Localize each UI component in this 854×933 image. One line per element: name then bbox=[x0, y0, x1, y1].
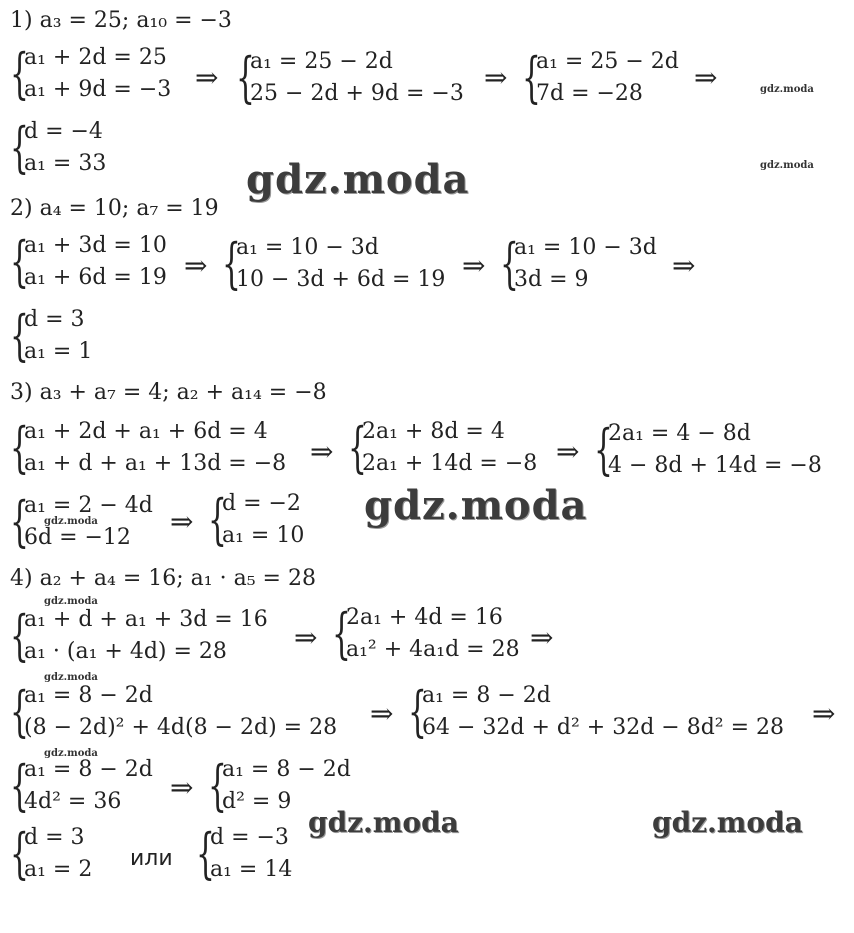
watermark: gdz.moda bbox=[44, 672, 98, 683]
eq: a₁ = 14 bbox=[210, 857, 293, 882]
brace: { bbox=[10, 116, 29, 179]
eq: a₁ = 1 bbox=[24, 339, 93, 364]
eq: a₁ + 6d = 19 bbox=[24, 265, 167, 290]
eq: a₁ + d + a₁ + 13d = −8 bbox=[24, 451, 287, 476]
brace: { bbox=[236, 46, 255, 109]
eq: d² = 9 bbox=[222, 789, 292, 814]
system-1b bbox=[236, 46, 464, 109]
brace: { bbox=[10, 680, 29, 743]
eq: 7d = −28 bbox=[536, 81, 643, 106]
eq: 2a₁ = 4 − 8d bbox=[608, 421, 751, 446]
eq: a₁ = 10 − 3d bbox=[236, 235, 379, 260]
implies-arrow: ⇒ bbox=[812, 697, 836, 730]
brace: { bbox=[10, 304, 29, 367]
system-1a bbox=[10, 42, 172, 105]
eq: d = −3 bbox=[210, 825, 289, 850]
eq: 2a₁ + 14d = −8 bbox=[362, 451, 538, 476]
implies-arrow: ⇒ bbox=[195, 61, 219, 94]
system-4g bbox=[10, 822, 93, 885]
brace: { bbox=[208, 754, 227, 817]
implies-arrow: ⇒ bbox=[310, 435, 334, 468]
eq: d = 3 bbox=[24, 825, 85, 850]
watermark: gdz.moda bbox=[44, 748, 98, 759]
system-4e bbox=[10, 754, 153, 817]
brace: { bbox=[10, 754, 29, 817]
system-3b bbox=[348, 416, 538, 479]
system-3e bbox=[208, 488, 305, 551]
eq: 2a₁ + 8d = 4 bbox=[362, 419, 505, 444]
eq: a₁ + 9d = −3 bbox=[24, 77, 172, 102]
system-4b bbox=[332, 602, 520, 665]
watermark: gdz.moda bbox=[44, 596, 98, 607]
eq: a₁ = 8 − 2d bbox=[24, 757, 153, 782]
eq: a₁ = 8 − 2d bbox=[422, 683, 551, 708]
system-4h bbox=[196, 822, 293, 885]
eq: a₁ = 10 − 3d bbox=[514, 235, 657, 260]
system-1c bbox=[522, 46, 679, 109]
watermark: gdz.moda bbox=[760, 160, 814, 171]
problem-2-header: 2) a₄ = 10; a₇ = 19 bbox=[10, 196, 219, 221]
eq: 4 − 8d + 14d = −8 bbox=[608, 453, 822, 478]
eq: a₁ = 8 − 2d bbox=[24, 683, 153, 708]
eq: 10 − 3d + 6d = 19 bbox=[236, 267, 446, 292]
brace: { bbox=[408, 680, 427, 743]
eq: 6d = −12 bbox=[24, 525, 131, 550]
system-1d bbox=[10, 116, 107, 179]
eq: 4d² = 36 bbox=[24, 789, 122, 814]
brace: { bbox=[10, 490, 29, 553]
brace: { bbox=[348, 416, 367, 479]
eq: a₁ = 25 − 2d bbox=[250, 49, 393, 74]
eq: a₁ · (a₁ + 4d) = 28 bbox=[24, 639, 227, 664]
eq: a₁ = 8 − 2d bbox=[222, 757, 351, 782]
eq: a₁ = 10 bbox=[222, 523, 305, 548]
implies-arrow: ⇒ bbox=[462, 249, 486, 282]
brace: { bbox=[208, 488, 227, 551]
implies-arrow: ⇒ bbox=[370, 697, 394, 730]
watermark: gdz.moda bbox=[760, 84, 814, 95]
implies-arrow: ⇒ bbox=[170, 505, 194, 538]
eq: d = 3 bbox=[24, 307, 85, 332]
implies-arrow: ⇒ bbox=[184, 249, 208, 282]
brace: { bbox=[222, 232, 241, 295]
system-2c bbox=[500, 232, 657, 295]
eq: 25 − 2d + 9d = −3 bbox=[250, 81, 464, 106]
system-3a bbox=[10, 416, 287, 479]
eq: a₁² + 4a₁d = 28 bbox=[346, 637, 520, 662]
implies-arrow: ⇒ bbox=[294, 621, 318, 654]
eq: (8 − 2d)² + 4d(8 − 2d) = 28 bbox=[24, 715, 338, 740]
eq: a₁ + 3d = 10 bbox=[24, 233, 167, 258]
brace: { bbox=[196, 822, 215, 885]
eq: a₁ = 2 bbox=[24, 857, 93, 882]
watermark: gdz.moda bbox=[308, 806, 459, 839]
eq: 2a₁ + 4d = 16 bbox=[346, 605, 503, 630]
problem-1-header: 1) a₃ = 25; a₁₀ = −3 bbox=[10, 8, 232, 33]
eq: a₁ + 2d = 25 bbox=[24, 45, 167, 70]
system-2a bbox=[10, 230, 167, 293]
watermark: gdz.moda bbox=[364, 482, 588, 529]
eq: a₁ + 2d + a₁ + 6d = 4 bbox=[24, 419, 268, 444]
eq: 3d = 9 bbox=[514, 267, 589, 292]
problem-4-header: 4) a₂ + a₄ = 16; a₁ · a₅ = 28 bbox=[10, 566, 316, 591]
implies-arrow: ⇒ bbox=[694, 61, 718, 94]
system-2b bbox=[222, 232, 446, 295]
system-2d bbox=[10, 304, 93, 367]
eq: d = −2 bbox=[222, 491, 301, 516]
implies-arrow: ⇒ bbox=[170, 771, 194, 804]
eq: a₁ = 33 bbox=[24, 151, 107, 176]
eq: a₁ + d + a₁ + 3d = 16 bbox=[24, 607, 268, 632]
eq: 64 − 32d + d² + 32d − 8d² = 28 bbox=[422, 715, 785, 740]
eq: a₁ = 25 − 2d bbox=[536, 49, 679, 74]
eq: d = −4 bbox=[24, 119, 103, 144]
brace: { bbox=[10, 230, 29, 293]
brace: { bbox=[10, 822, 29, 885]
implies-arrow: ⇒ bbox=[484, 61, 508, 94]
brace: { bbox=[522, 46, 541, 109]
problem-3-header: 3) a₃ + a₇ = 4; a₂ + a₁₄ = −8 bbox=[10, 380, 327, 405]
implies-arrow: ⇒ bbox=[556, 435, 580, 468]
system-3c bbox=[594, 418, 822, 481]
or-label: или bbox=[130, 846, 173, 871]
watermark: gdz.moda bbox=[246, 156, 470, 203]
system-4d bbox=[408, 680, 785, 743]
brace: { bbox=[10, 42, 29, 105]
brace: { bbox=[10, 416, 29, 479]
implies-arrow: ⇒ bbox=[672, 249, 696, 282]
brace: { bbox=[332, 602, 351, 665]
brace: { bbox=[594, 418, 613, 481]
brace: { bbox=[500, 232, 519, 295]
system-4c bbox=[10, 680, 338, 743]
eq: a₁ = 2 − 4d bbox=[24, 493, 153, 518]
system-4a bbox=[10, 604, 268, 667]
brace: { bbox=[10, 604, 29, 667]
watermark: gdz.moda bbox=[652, 806, 803, 839]
implies-arrow: ⇒ bbox=[530, 621, 554, 654]
watermark: gdz.moda bbox=[44, 516, 98, 527]
